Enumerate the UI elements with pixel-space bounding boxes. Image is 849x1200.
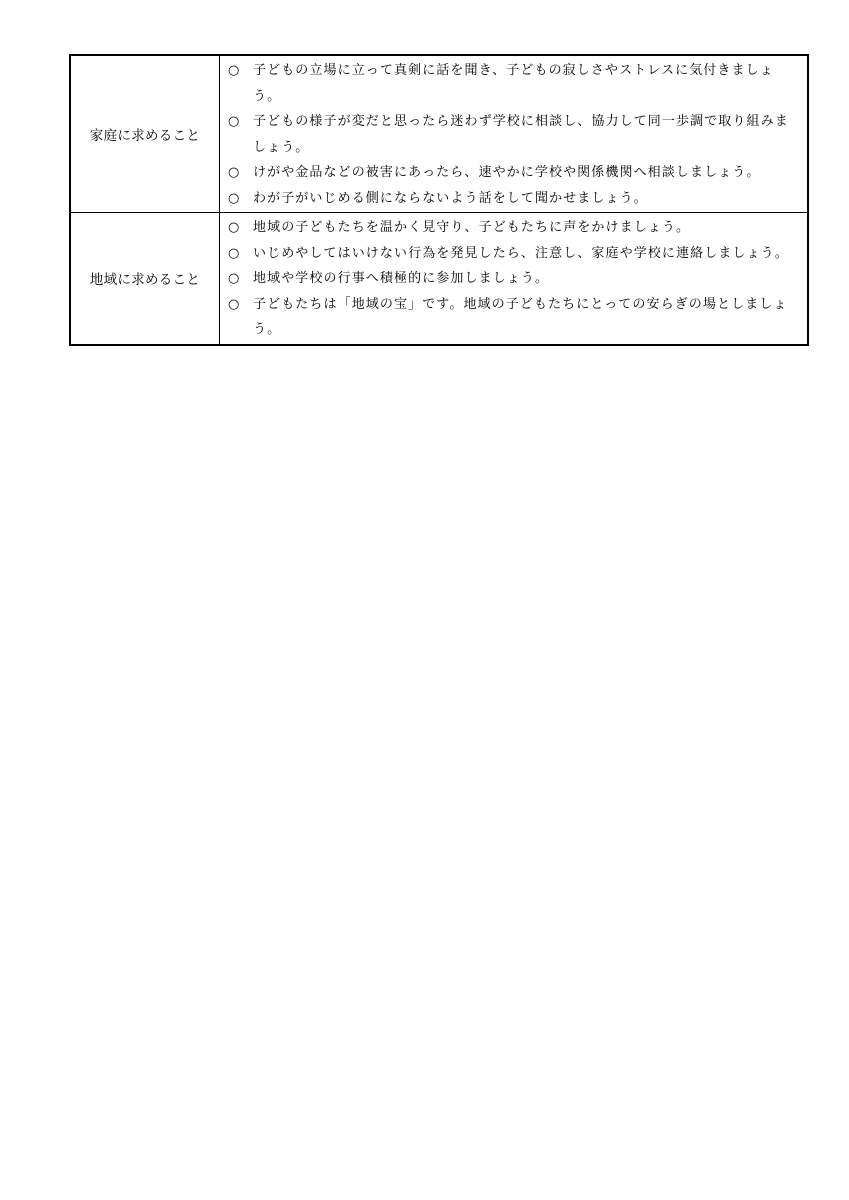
list-item-text: けがや金品などの被害にあったら、速やかに学校や関係機関へ相談しましょう。 <box>253 165 761 180</box>
table-row-community <box>70 213 808 345</box>
list-item-text: わが子がいじめる側にならないよう話をして聞かせましょう。 <box>253 190 648 206</box>
bullet-mark: ○ <box>228 296 241 312</box>
list-item-text: 地域や学校の行事へ積極的に参加しましょう。 <box>253 271 550 286</box>
list-item-text: 子どもの立場に立って真剣に話を聞き、子どもの寂しさやストレスに気付きましょう。 <box>253 63 774 104</box>
list-item-text: 地域の子どもたちを温かく見守り、子どもたちに声をかけましょう。 <box>253 220 691 235</box>
item-list-home <box>220 55 809 213</box>
list-item <box>228 186 799 212</box>
list-item <box>228 241 799 267</box>
list-item <box>228 266 799 292</box>
bullet-mark: ○ <box>228 271 241 286</box>
row-label-community: 地域に求めること <box>70 213 220 345</box>
list-item <box>228 160 799 186</box>
bullet-mark: ○ <box>228 165 241 180</box>
list-item <box>228 58 799 109</box>
table-row-home <box>70 55 808 213</box>
list-item-text: 子どもの様子が変だと思ったら迷わず学校に相談し、協力して同一歩調で取り組みましょう。 <box>253 114 789 155</box>
list-item <box>228 215 799 241</box>
list-item <box>228 292 799 343</box>
bullet-mark: ○ <box>228 245 241 261</box>
list-item-text: いじめやしてはいけない行為を発見したら、注意し、家庭や学校に連絡しましょう。 <box>253 245 789 261</box>
expectations-table <box>69 54 809 346</box>
bullet-mark: ○ <box>228 63 241 78</box>
item-list-community <box>220 213 809 345</box>
bullet-mark: ○ <box>228 190 241 206</box>
bullet-mark: ○ <box>228 114 241 129</box>
list-item <box>228 109 799 160</box>
list-item-text: 子どもたちは「地域の宝」です。地域の子どもたちにとっての安らぎの場としましょう。 <box>253 296 788 337</box>
bullet-mark: ○ <box>228 220 241 235</box>
row-label-home: 家庭に求めること <box>70 55 220 213</box>
